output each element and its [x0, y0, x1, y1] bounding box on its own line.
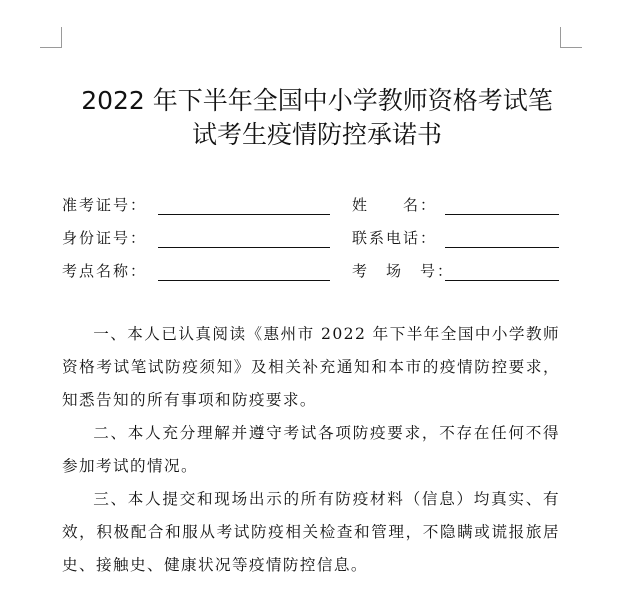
phone-label: 联系电话：: [352, 229, 438, 247]
pledge-paragraph-2: 二、本人充分理解并遵守考试各项防疫要求，不存在任何不得参加考试的情况。: [62, 424, 560, 475]
room-number-label: 考 场 号：: [352, 262, 455, 280]
room-number-field: [352, 260, 454, 282]
exam-site-blank[interactable]: [158, 280, 330, 281]
name-blank[interactable]: [445, 214, 559, 215]
phone-field: [352, 227, 437, 249]
exam-number-blank[interactable]: [158, 214, 330, 215]
pledge-paragraph-3: 三、本人提交和现场出示的所有防疫材料（信息）均真实、有效，积极配合和服从考试防疫相关检查和管理，不隐瞒或谎报旅居史、接触史、健康状况等疫情防控信息。: [62, 490, 560, 574]
exam-site-label: 考点名称：: [62, 262, 148, 280]
exam-number-field: [62, 194, 147, 216]
name-label: 姓 名：: [352, 196, 438, 214]
document-title-line-2: 试考生疫情防控承诺书: [191, 120, 442, 149]
document-title-line-1: 2022 年下半年全国中小学教师资格考试笔: [81, 86, 553, 115]
id-number-field: [62, 227, 147, 249]
name-field: [352, 194, 437, 216]
id-number-blank[interactable]: [158, 247, 330, 248]
id-number-label: 身份证号：: [62, 229, 148, 247]
pledge-body: [62, 318, 560, 582]
phone-blank[interactable]: [445, 247, 559, 248]
pledge-paragraph-1: 一、本人已认真阅读《惠州市 2022 年下半年全国中小学教师资格考试笔试防疫须知》及相关补充通知和本市的疫情防控要求，知悉告知的所有事项和防疫要求。: [62, 325, 560, 409]
exam-number-label: 准考证号：: [62, 196, 148, 214]
room-number-blank[interactable]: [445, 280, 559, 281]
exam-site-field: [62, 260, 147, 282]
